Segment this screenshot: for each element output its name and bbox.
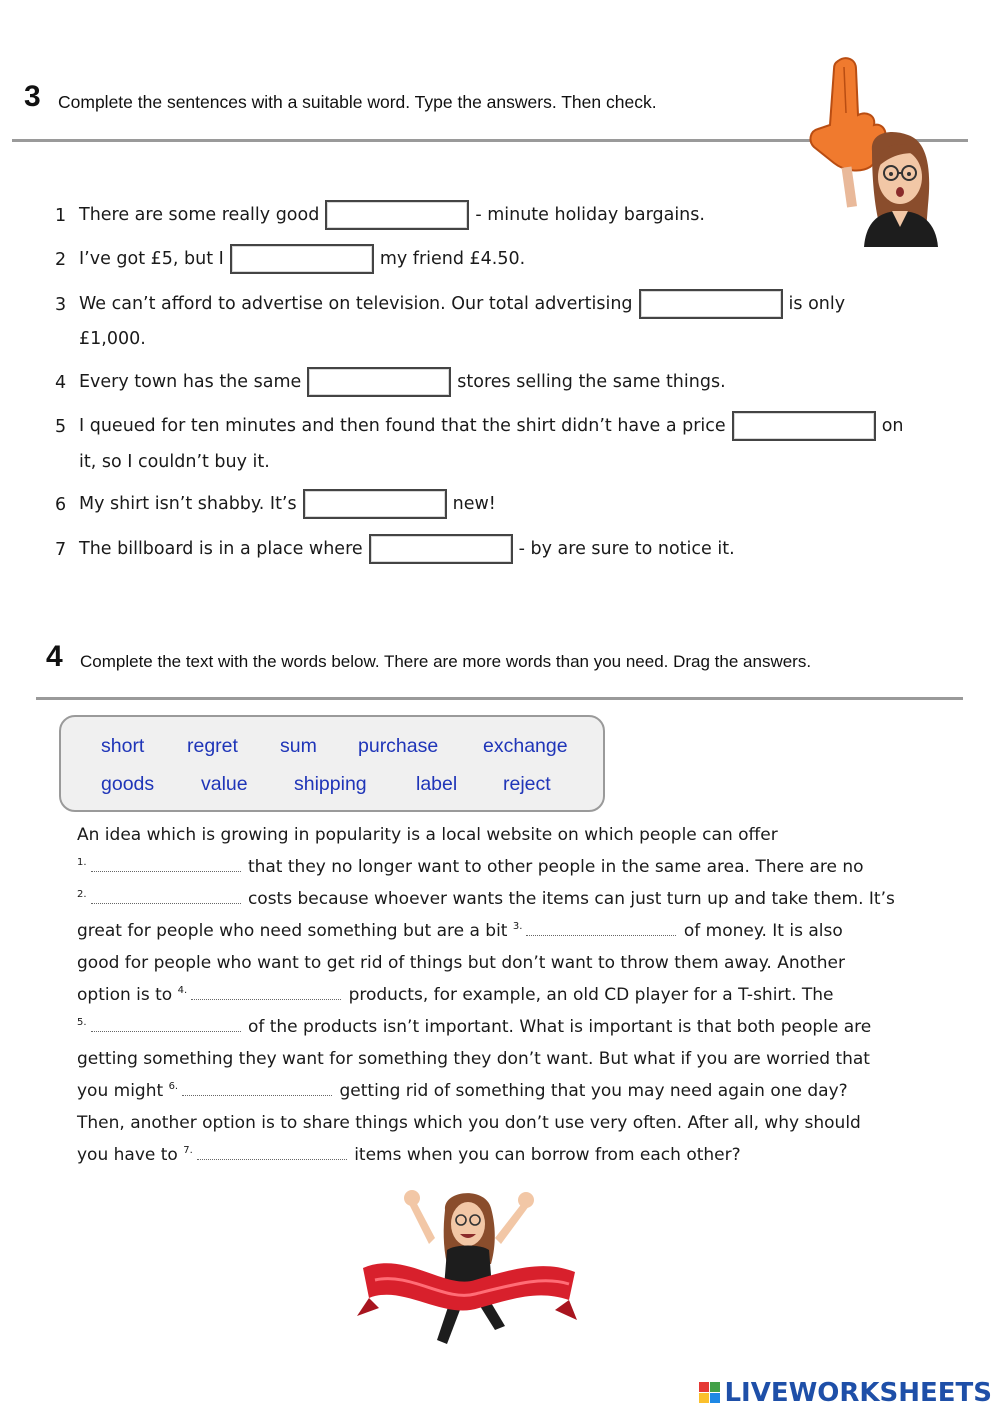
exercise-3-number: 3 <box>24 80 41 113</box>
exercise-4-number: 4 <box>46 640 63 673</box>
sentence-5-text-before: I queued for ten minutes and then found that the shirt didn’t have a price <box>79 416 726 436</box>
text-line-1 <box>77 825 778 845</box>
item-7-number: 7 <box>55 540 67 560</box>
sentence-6 <box>79 489 496 519</box>
sentence-1-text-after: - minute holiday bargains. <box>475 205 705 225</box>
drop-gap-3[interactable] <box>526 921 676 936</box>
liveworksheets-logo[interactable] <box>699 1378 992 1408</box>
drop-gap-7[interactable] <box>197 1145 347 1160</box>
text-line-4-after: of money. It is also <box>683 921 843 941</box>
item-3-number: 3 <box>55 295 67 315</box>
drop-gap-5[interactable] <box>91 1017 241 1032</box>
answer-input-1[interactable] <box>325 200 469 230</box>
gap-2-number: 2. <box>77 889 87 901</box>
drop-gap-4[interactable] <box>191 985 341 1000</box>
sentence-3 <box>79 289 845 319</box>
item-1-number: 1 <box>55 206 67 226</box>
word-short[interactable]: short <box>101 735 145 757</box>
exercise-4-instruction: Complete the text with the words below. There are more words than you need. Drag the answers. <box>80 652 812 671</box>
gap-3-number: 3. <box>512 921 523 933</box>
text-line-9 <box>77 1081 848 1101</box>
text-line-8-content: getting something they want for something they don’t want. But what if you are worried that <box>77 1049 870 1069</box>
text-line-6-after: products, for example, an old CD player for a T-shirt. The <box>348 985 834 1005</box>
gap-4-number: 4. <box>177 985 188 997</box>
sentence-7-text-before: The billboard is in a place where <box>79 539 363 559</box>
text-line-9-after: getting rid of something that you may need again one day? <box>339 1081 848 1101</box>
text-line-8 <box>77 1049 870 1069</box>
sentence-5 <box>79 411 904 441</box>
word-goods[interactable]: goods <box>101 773 155 795</box>
answer-input-6[interactable] <box>303 489 447 519</box>
sentence-1-text-before: There are some really good <box>79 205 320 225</box>
gap-7-number: 7. <box>183 1145 193 1157</box>
sentence-6-text-after: new! <box>452 494 496 514</box>
text-line-3 <box>77 889 895 909</box>
text-line-2 <box>77 857 864 877</box>
text-line-3-after: costs because whoever wants the items can just turn up and take them. It’s <box>247 889 895 909</box>
sentence-5-continuation: it, so I couldn’t buy it. <box>79 452 270 472</box>
sentence-7 <box>79 534 735 564</box>
sentence-4 <box>79 367 726 397</box>
sentence-4-text-before: Every town has the same <box>79 372 302 392</box>
sentence-6-text-before: My shirt isn’t shabby. It’s <box>79 494 297 514</box>
text-line-11 <box>77 1145 741 1165</box>
item-5-number: 5 <box>55 417 67 437</box>
text-line-4-before: great for people who need something but are a bit <box>77 921 508 941</box>
drop-gap-2[interactable] <box>91 889 241 904</box>
word-shipping[interactable]: shipping <box>294 773 367 795</box>
answer-input-4[interactable] <box>307 367 451 397</box>
answer-input-3[interactable] <box>639 289 783 319</box>
sentence-4-text-after: stores selling the same things. <box>457 372 726 392</box>
liveworksheets-logo-text: LIVEWORKSHEETS <box>724 1378 992 1408</box>
sentence-5-text-after: on <box>881 416 904 436</box>
text-line-11-before: you have to <box>77 1145 178 1165</box>
word-bank <box>59 715 605 812</box>
gap-1-number: 1. <box>77 857 87 869</box>
sentence-3-text-after: is only <box>788 294 846 314</box>
text-line-11-after: items when you can borrow from each other? <box>354 1145 741 1165</box>
gap-6-number: 6. <box>168 1081 179 1093</box>
text-line-4 <box>77 921 843 941</box>
sentence-1 <box>79 200 705 230</box>
text-line-5-content: good for people who want to get rid of things but don’t want to throw them away. Another <box>77 953 845 973</box>
sentence-2 <box>79 244 525 274</box>
text-line-1-content: An idea which is growing in popularity is a local website on which people can offer <box>77 825 778 845</box>
word-sum[interactable]: sum <box>280 735 317 757</box>
answer-input-7[interactable] <box>369 534 513 564</box>
text-line-5 <box>77 953 845 973</box>
drop-gap-1[interactable] <box>91 857 241 872</box>
word-value[interactable]: value <box>201 773 248 795</box>
item-4-number: 4 <box>55 373 67 393</box>
drop-gap-6[interactable] <box>182 1081 332 1096</box>
liveworksheets-logo-icon <box>699 1382 721 1404</box>
item-6-number: 6 <box>55 495 67 515</box>
word-reject[interactable]: reject <box>503 773 551 795</box>
text-line-6 <box>77 985 834 1005</box>
word-exchange[interactable]: exchange <box>483 735 568 757</box>
sentence-2-text-after: my friend £4.50. <box>379 249 526 269</box>
avatar-foam-finger-illustration <box>800 55 950 250</box>
avatar-celebration-illustration <box>355 1180 580 1360</box>
exercise-4-divider <box>36 697 963 700</box>
answer-input-2[interactable] <box>230 244 374 274</box>
text-line-7-after: of the products isn’t important. What is important is that both people are <box>247 1017 872 1037</box>
text-line-6-before: option is to <box>77 985 173 1005</box>
sentence-3-text-before: We can’t afford to advertise on television. Our total advertising <box>79 294 633 314</box>
word-label[interactable]: label <box>416 773 458 795</box>
exercise-3-instruction: Complete the sentences with a suitable word. Type the answers. Then check. <box>58 92 657 112</box>
text-line-2-after: that they no longer want to other people in the same area. There are no <box>247 857 864 877</box>
text-line-7 <box>77 1017 871 1037</box>
word-purchase[interactable]: purchase <box>358 735 439 757</box>
sentence-3-continuation: £1,000. <box>79 329 146 349</box>
answer-input-5[interactable] <box>732 411 876 441</box>
word-regret[interactable]: regret <box>187 735 238 757</box>
text-line-10 <box>77 1113 861 1133</box>
sentence-2-text-before: I’ve got £5, but I <box>79 249 224 269</box>
text-line-10-content: Then, another option is to share things which you don’t use very often. After all, why should <box>77 1113 861 1133</box>
text-line-9-before: you might <box>77 1081 164 1101</box>
gap-5-number: 5. <box>77 1017 87 1029</box>
item-2-number: 2 <box>55 250 67 270</box>
sentence-7-text-after: - by are sure to notice it. <box>518 539 735 559</box>
